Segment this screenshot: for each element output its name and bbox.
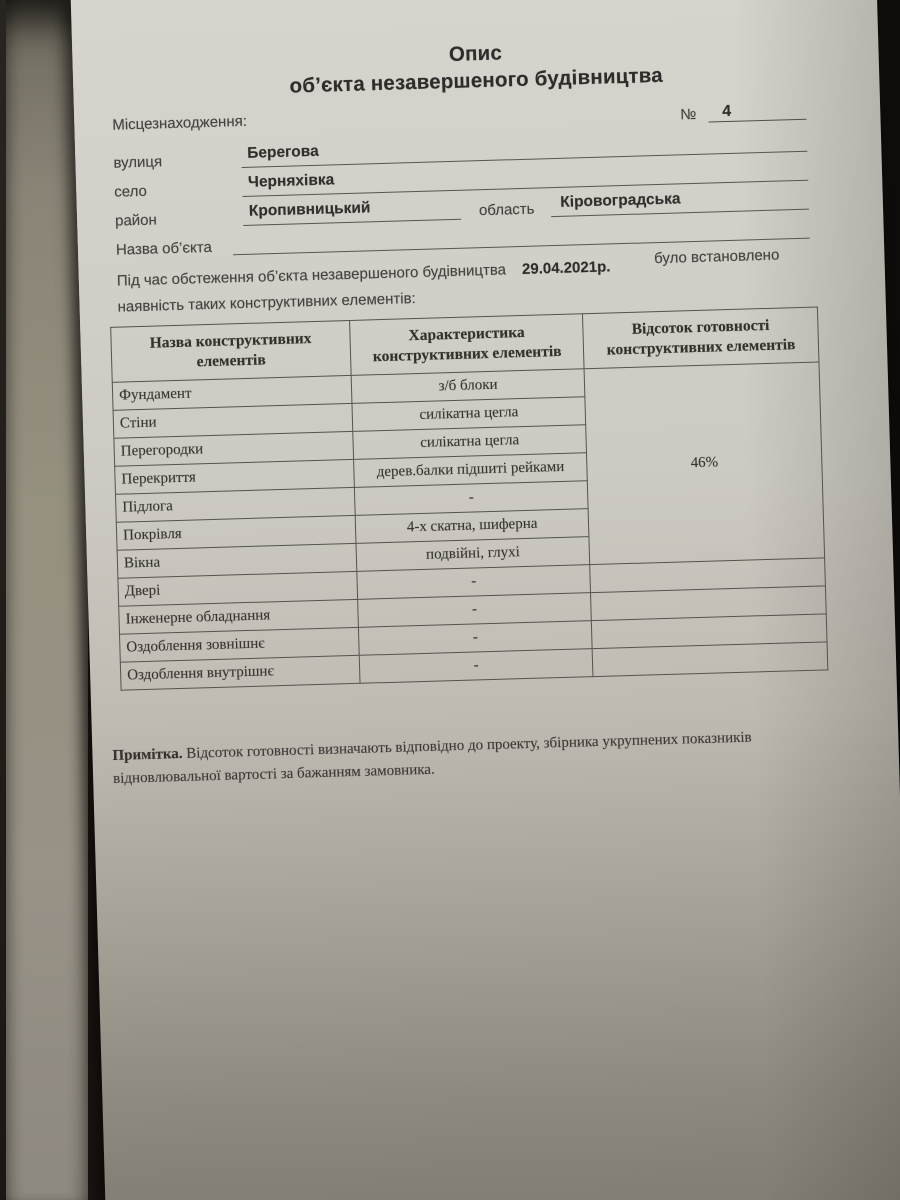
object-name-label: Назва об’єкта — [115, 238, 213, 259]
survey-suffix: було встановлено — [653, 246, 780, 268]
element-name-cell: Покрівля — [116, 515, 356, 550]
region-label: область — [478, 200, 535, 220]
title-line-1: Опис — [448, 41, 503, 66]
element-characteristic-cell: з/б блоки — [351, 369, 585, 404]
header-readiness: Відсоток готовності конструктивних елементів — [583, 307, 819, 369]
table-body — [112, 362, 828, 690]
street-label: вулиця — [113, 153, 163, 172]
number-label: № — [679, 105, 697, 124]
element-characteristic-cell: - — [358, 593, 592, 628]
element-name-cell: Оздоблення внутрішнє — [120, 655, 360, 690]
element-name-cell: Оздоблення зовнішнє — [120, 627, 360, 662]
element-name-cell: Двері — [118, 571, 358, 606]
element-name-cell: Інженерне обладнання — [119, 599, 359, 634]
element-name-cell: Фундамент — [112, 375, 352, 410]
element-characteristic-cell: силікатна цегла — [353, 425, 587, 460]
element-characteristic-cell: - — [354, 481, 588, 516]
village-field: Черняхівка — [242, 158, 808, 197]
header-characteristic: Характеристика конструктивних елементів — [350, 314, 585, 376]
element-name-cell: Стіни — [113, 403, 353, 438]
district-label: район — [114, 211, 158, 230]
element-name-cell: Вікна — [117, 543, 357, 578]
element-characteristic-cell: 4-х скатна, шиферна — [355, 509, 589, 544]
document-page — [71, 0, 900, 1200]
survey-sentence-2: наявність таких конструктивних елементів: — [117, 290, 416, 316]
location-label: Місцезнаходження: — [112, 112, 248, 134]
footnote-text: Відсоток готовності визначають відповідно до проекту, збірника укрупнених показників відновлювальної вартості за бажанням замовника. — [112, 729, 752, 788]
survey-date: 29.04.2021р. — [521, 258, 611, 278]
element-characteristic-cell: подвійні, глухі — [356, 537, 590, 572]
header-element-name: Назва конструктивних елементів — [111, 320, 351, 382]
readiness-empty-cell — [592, 642, 827, 677]
element-characteristic-cell: - — [358, 621, 592, 656]
element-name-cell: Підлога — [115, 487, 355, 522]
number-group — [680, 101, 807, 124]
title-line-2: об’єкта незавершеного будівництва — [289, 63, 664, 98]
district-field: Кропивницький — [243, 197, 462, 226]
number-field: 4 — [708, 101, 807, 123]
element-name-cell: Перегородки — [114, 431, 354, 466]
element-characteristic-cell: силікатна цегла — [352, 397, 586, 432]
element-characteristic-cell: дерев.балки підшиті рейками — [354, 453, 588, 488]
footnote — [112, 725, 813, 792]
construction-elements-table — [110, 306, 828, 690]
footnote-label: Примітка. — [112, 745, 183, 764]
document-title — [72, 29, 879, 106]
element-name-cell: Перекриття — [115, 459, 355, 494]
survey-prefix: Під час обстеження об’єкта незавершеного будівництва — [116, 261, 507, 290]
street-field: Берегова — [241, 129, 807, 168]
location-form — [112, 97, 812, 323]
region-field: Кіровоградська — [550, 187, 809, 217]
village-label: село — [114, 182, 148, 201]
element-characteristic-cell: - — [357, 565, 591, 600]
readiness-percentage-cell: 46% — [584, 362, 824, 565]
element-characteristic-cell: - — [359, 649, 593, 684]
